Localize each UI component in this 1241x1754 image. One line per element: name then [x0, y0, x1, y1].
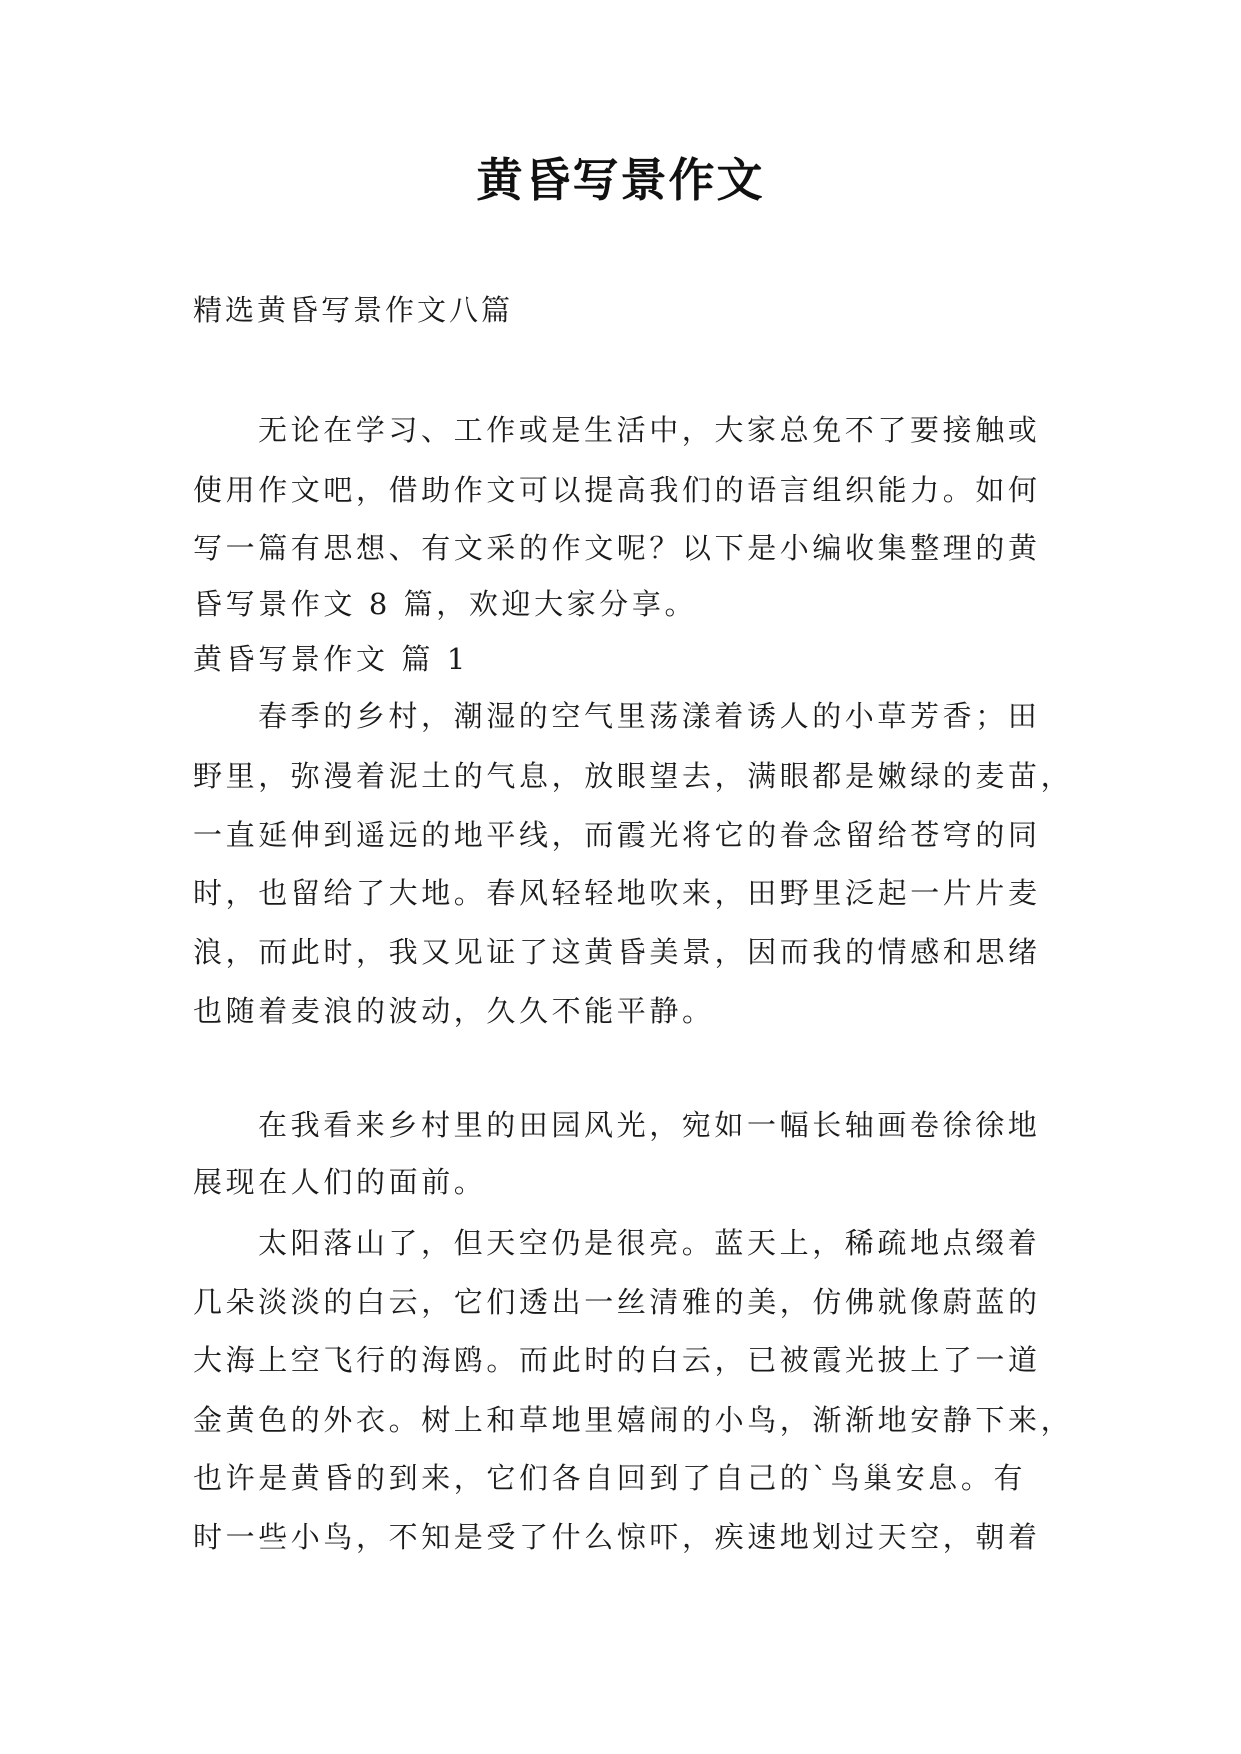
body-line: 也许是黄昏的到来，它们各自回到了自己的`鸟巢安息。有 [193, 1461, 1027, 1495]
body-line: 在我看来乡村里的田园风光，宛如一幅长轴画卷徐徐地 [258, 1108, 1041, 1142]
section-heading: 黄昏写景作文 篇 1 [193, 642, 469, 676]
body-line: 写一篇有思想、有文采的作文呢？以下是小编收集整理的黄 [193, 531, 1041, 565]
body-line: 几朵淡淡的白云，它们透出一丝清雅的美，仿佛就像蔚蓝的 [193, 1285, 1041, 1319]
body-line: 金黄色的外衣。树上和草地里嬉闹的小鸟，渐渐地安静下来， [193, 1403, 1074, 1437]
body-line: 也随着麦浪的波动，久久不能平静。 [193, 994, 715, 1028]
body-line: 春季的乡村，潮湿的空气里荡漾着诱人的小草芳香；田 [258, 699, 1041, 733]
body-line: 昏写景作文 8 篇，欢迎大家分享。 [193, 587, 698, 621]
body-line: 无论在学习、工作或是生活中，大家总免不了要接触或 [258, 413, 1041, 447]
body-line: 使用作文吧，借助作文可以提高我们的语言组织能力。如何 [193, 473, 1041, 507]
body-line: 野里，弥漫着泥土的气息，放眼望去，满眼都是嫩绿的麦苗， [193, 759, 1074, 793]
body-line: 大海上空飞行的海鸥。而此时的白云，已被霞光披上了一道 [193, 1343, 1041, 1377]
document-subtitle: 精选黄昏写景作文八篇 [193, 293, 514, 327]
body-line: 时一些小鸟，不知是受了什么惊吓，疾速地划过天空，朝着 [193, 1520, 1041, 1554]
body-line: 浪，而此时，我又见证了这黄昏美景，因而我的情感和思绪 [193, 935, 1041, 969]
body-line: 太阳落山了，但天空仍是很亮。蓝天上，稀疏地点缀着 [258, 1226, 1041, 1260]
document-title: 黄昏写景作文 [476, 153, 765, 207]
body-line: 展现在人们的面前。 [193, 1165, 487, 1199]
body-line: 一直延伸到遥远的地平线，而霞光将它的眷念留给苍穹的同 [193, 818, 1041, 852]
body-line: 时，也留给了大地。春风轻轻地吹来，田野里泛起一片片麦 [193, 876, 1041, 910]
